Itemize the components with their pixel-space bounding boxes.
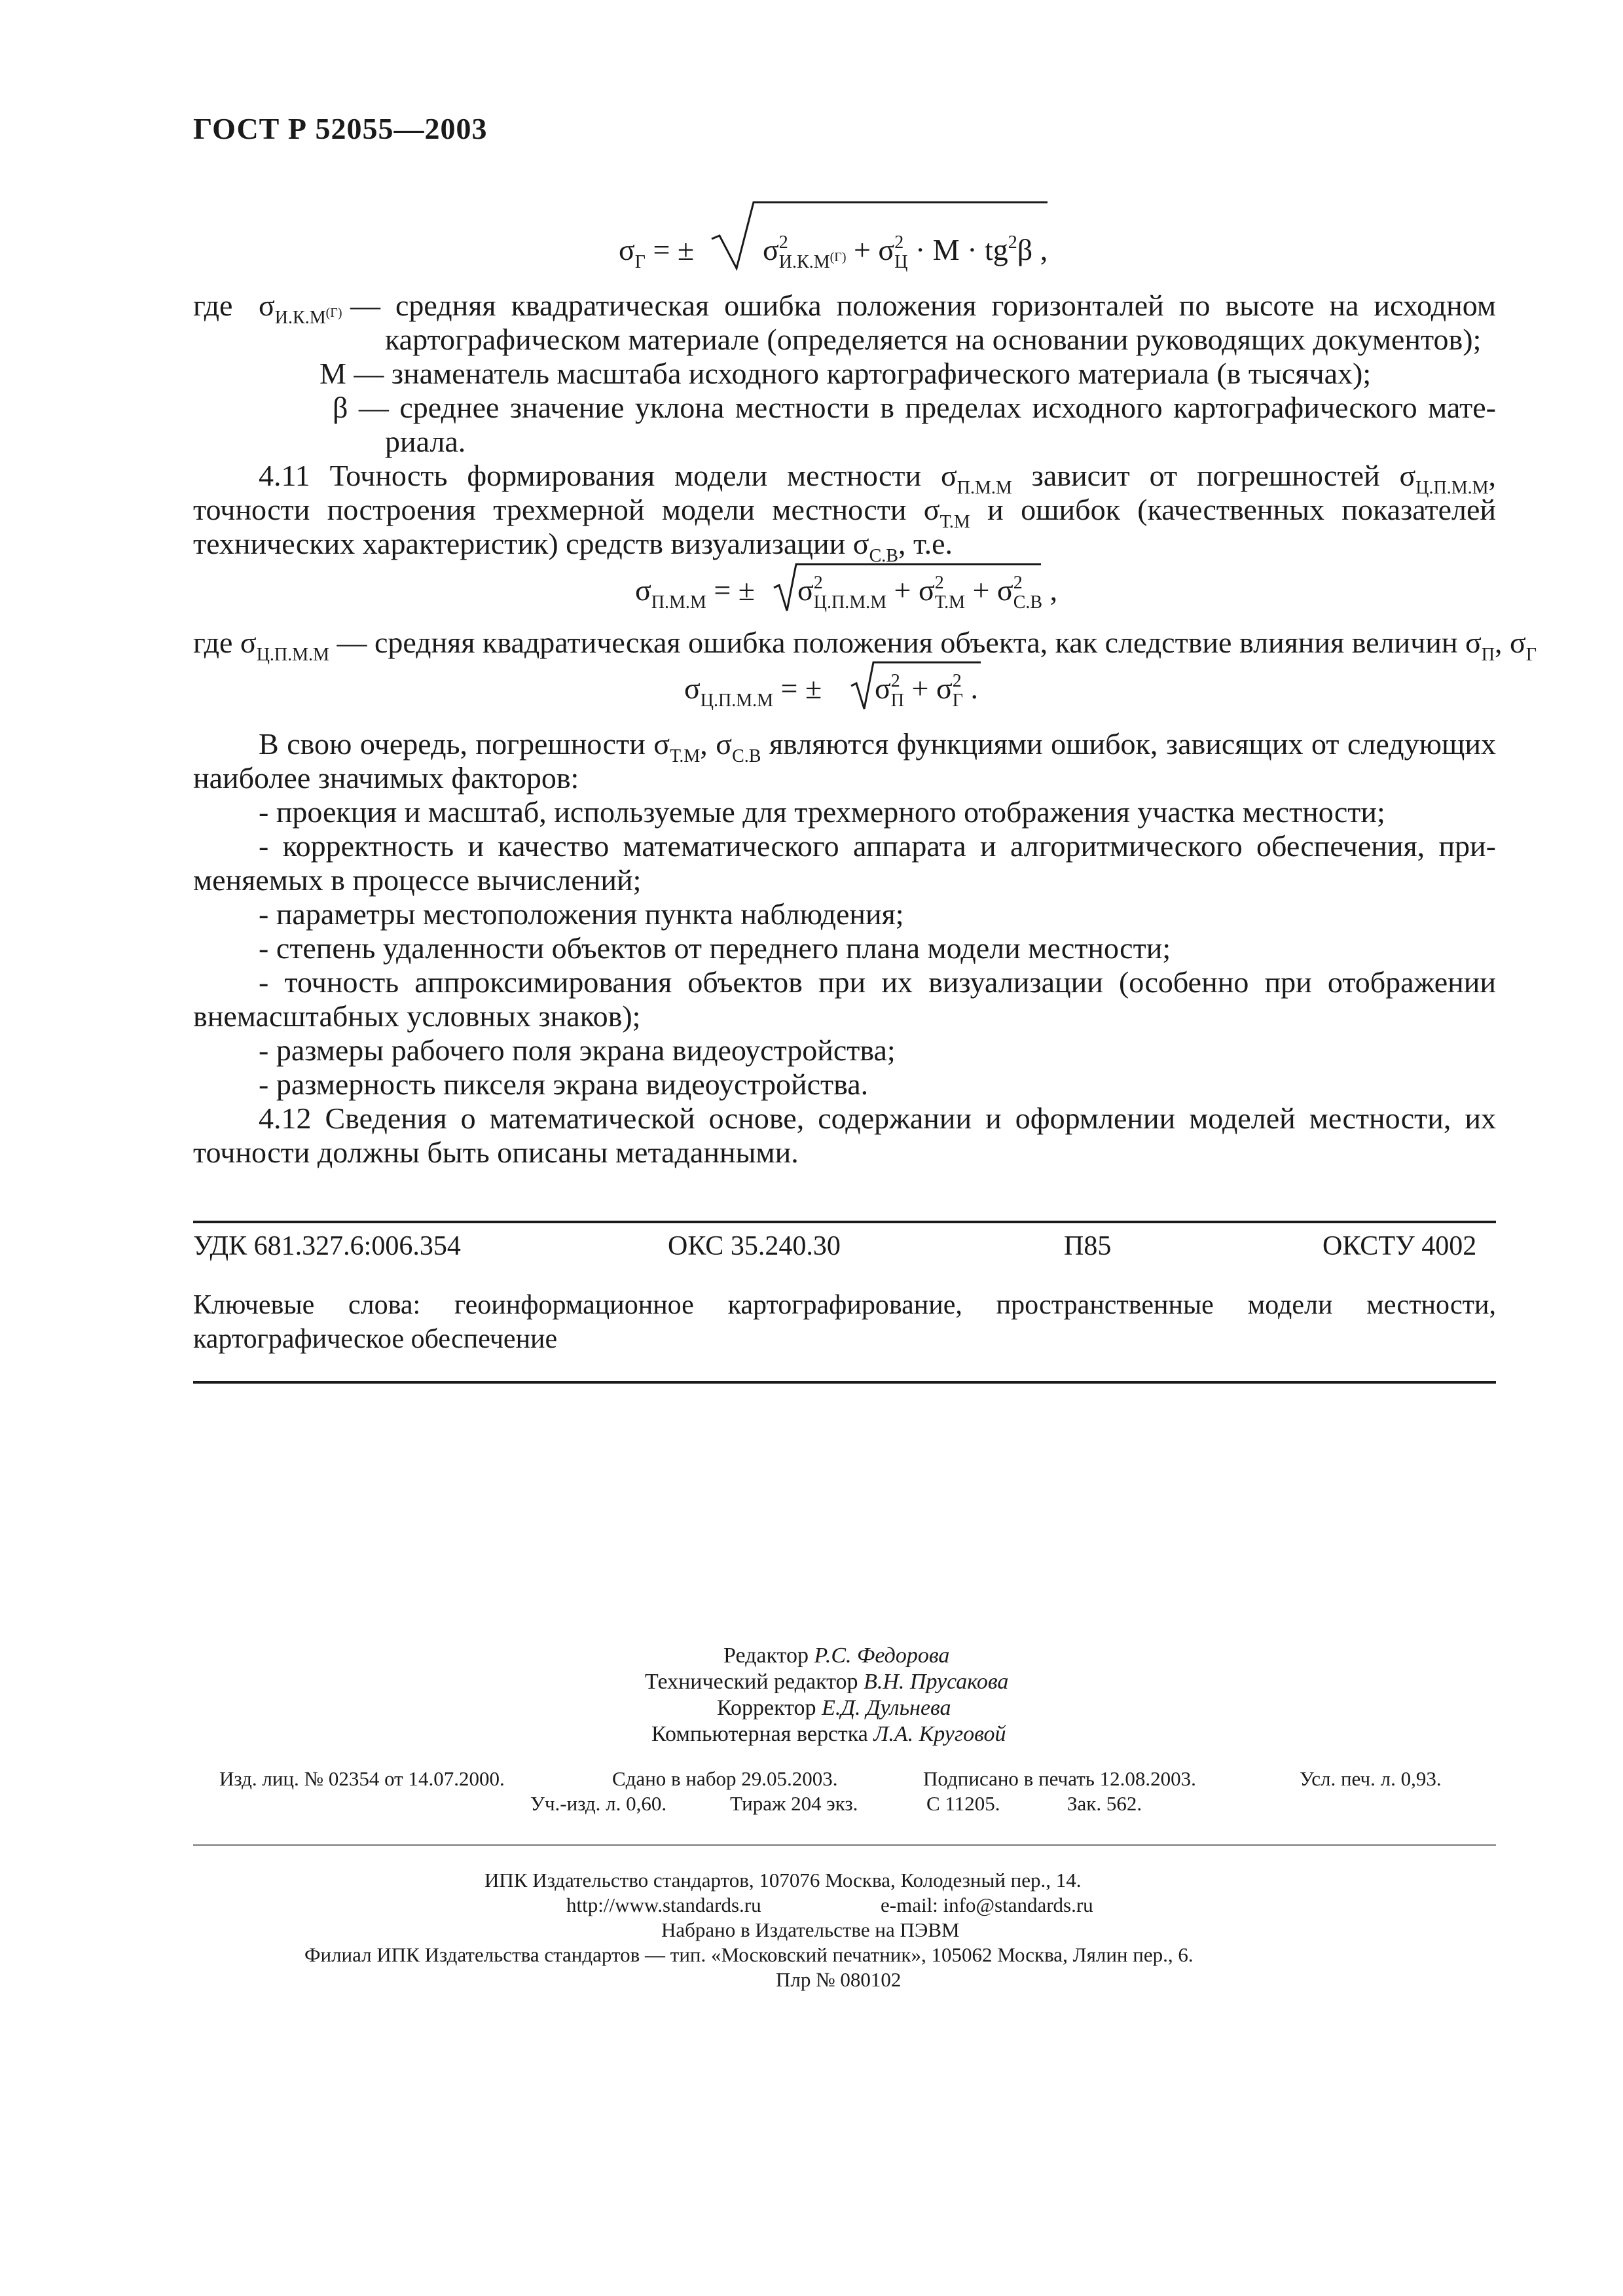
factor-item: - размеры рабочего поля экрана видеоустройства;: [259, 1033, 896, 1067]
publisher-plr: Плр № 080102: [776, 1968, 902, 1991]
factor-item: - параметры местоположения пункта наблюдения;: [259, 897, 904, 931]
publisher-email[interactable]: e-mail: info@standards.ru: [881, 1893, 1093, 1916]
divider-top: [193, 1221, 1496, 1223]
where-def-3-line-2: риала.: [385, 425, 466, 458]
okstu-code: ОКСТУ 4002: [1322, 1231, 1477, 1261]
section-4-12-line-1: 4.12 Сведения о математической основе, содержании и оформлении моделей местности, их: [259, 1102, 1496, 1135]
factor-item-continuation: меняемых в процессе вычислений;: [193, 863, 642, 897]
where-label-1: где: [193, 289, 233, 322]
p-code: П85: [1064, 1231, 1112, 1261]
section-4-11-line-1: 4.11 Точность формирования модели местности $\sigma_{П.М.М}$ зависит от погрешностей $\sigma_{Ц.П.М.М}$,: [259, 459, 1496, 498]
formula-sigma-cpmm-radicand: $\sigma^2_П + \sigma^2_Г$ .: [875, 671, 978, 711]
publisher-website[interactable]: http://www.standards.ru: [566, 1893, 761, 1916]
where-def-2: M — знаменатель масштаба исходного картографического материала (в тысячах);: [319, 357, 1372, 390]
credit-corrector: Корректор Е.Д. Дульнева: [717, 1696, 951, 1720]
factor-item: - точность аппроксимирования объектов при их визуализации (особенно при отображении: [259, 965, 1496, 999]
publisher-typeset-note: Набрано в Издательстве на ПЭВМ: [661, 1918, 960, 1941]
formula-sigma-g: $\sigma_Г$ = ±: [619, 233, 695, 272]
formula-sigma-cpmm: $\sigma_{Ц.П.М.М}$ = ±: [684, 672, 822, 711]
keywords-line-1: Ключевые слова: геоинформационное картографирование, пространственные модели местности,: [193, 1290, 1496, 1320]
section-4-11-line-2: точности построения трехмерной модели местности $\sigma_{Т.М}$ и ошибок (качественных показателей: [193, 493, 1496, 532]
section-4-12-line-2: точности должны быть описаны метаданными.: [193, 1136, 799, 1169]
imprint-pub-sheets: Уч.-изд. л. 0,60.: [530, 1792, 667, 1815]
formula-sigma-pmm-radicand: $\sigma^2_{Ц.П.М.М} + \sigma^2_{Т.М} + \sigma^2_{С.В}$ ,: [797, 573, 1058, 613]
imprint-print-date: Подписано в печать 12.08.2003.: [923, 1767, 1196, 1790]
factor-item: - корректность и качество математического аппарата и алгоритмического обеспечения, при-: [259, 829, 1496, 863]
publisher-address: ИПК Издательство стандартов, 107076 Москва, Колодезный пер., 14.: [484, 1869, 1082, 1892]
credit-editor: Редактор Р.С. Федорова: [723, 1643, 950, 1668]
where-def-3-line-1: β — среднее значение уклона местности в пределах исходного картографического мате-: [333, 391, 1496, 424]
divider-bottom: [193, 1381, 1496, 1384]
credit-tech-editor: Технический редактор В.Н. Прусакова: [645, 1670, 1009, 1694]
oks-code: ОКС 35.240.30: [668, 1231, 841, 1261]
publisher-branch: Филиал ИПК Издательства стандартов — тип. «Московский печатник», 105062 Москва, Лялин пер., 6.: [304, 1943, 1194, 1966]
factor-item: - проекция и масштаб, используемые для трехмерного отображения участка местности;: [259, 795, 1385, 829]
section-4-11-line-3: технических характеристик) средств визуализации $\sigma_{С.В}$, т.е.: [193, 527, 953, 566]
keywords-line-2: картографическое обеспечение: [193, 1324, 558, 1354]
factor-item-continuation: внемасштабных условных знаков);: [193, 999, 641, 1033]
formula-sigma-g-radicand: $\sigma^2_{И.К.М^{(Г)}} + \sigma^2_Ц \cdot M \cdot tg^2\beta$ ,: [763, 232, 1048, 272]
imprint-print-run: Тираж 204 экз.: [730, 1792, 858, 1815]
imprint-print-sheets: Усл. печ. л. 0,93.: [1300, 1767, 1442, 1790]
factors-intro-line-1: В свою очередь, погрешности $\sigma_{Т.М}$, $\sigma_{С.В}$ являются функциями ошибок, зависящих от следующих: [259, 727, 1496, 766]
imprint-typeset-date: Сдано в набор 29.05.2003.: [612, 1767, 838, 1790]
imprint-divider: [193, 1844, 1496, 1846]
udk-code: УДК 681.327.6:006.354: [193, 1231, 461, 1261]
document-id-header: ГОСТ Р 52055—2003: [193, 112, 488, 145]
factor-item: - размерность пикселя экрана видеоустройства.: [259, 1067, 869, 1101]
where-def-pmm: где $\sigma_{Ц.П.М.М}$ — средняя квадратическая ошибка положения объекта, как следствие влияния величин $\sigma_П$, $\sigma_Г$: [193, 626, 1537, 665]
formula-sigma-pmm: $\sigma_{П.М.М}$ = ±: [635, 573, 756, 613]
where-def-1-line-2: картографическом материале (определяется на основании руководящих документов);: [385, 323, 1482, 356]
imprint-order: Зак. 562.: [1067, 1792, 1142, 1815]
where-def-1-line-1: — средняя квадратическая ошибка положения горизонталей по высоте на исходном: [350, 289, 1496, 322]
credit-layout: Компьютерная верстка Л.А. Круговой: [651, 1722, 1006, 1746]
imprint-c-number: С 11205.: [926, 1792, 1000, 1815]
factor-item: - степень удаленности объектов от переднего плана модели местности;: [259, 931, 1171, 965]
where-symbol-1: $\sigma_{И.К.М^{(Г)}}$: [259, 289, 342, 328]
factors-intro-line-2: наиболее значимых факторов:: [193, 761, 579, 795]
imprint-license: Изд. лиц. № 02354 от 14.07.2000.: [219, 1767, 505, 1790]
